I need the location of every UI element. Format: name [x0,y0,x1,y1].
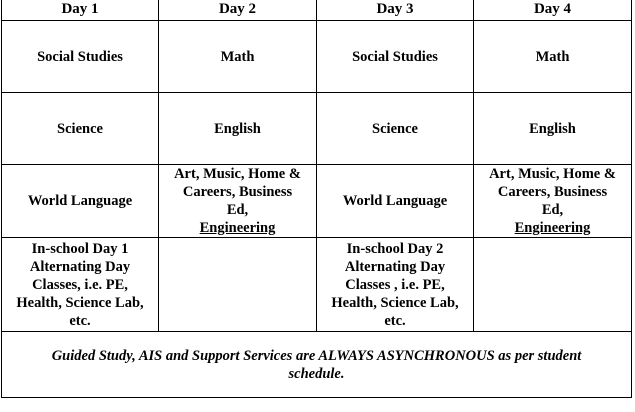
cell-line: Health, Science Lab, [331,294,459,311]
schedule-cell: English [474,93,632,165]
table-row [2,165,632,238]
cell-line: etc. [384,312,406,329]
cell-line: Alternating Day [344,258,446,275]
day-header: Day 2 [159,0,317,21]
cell-line: In-school Day 2 [346,240,444,257]
cell-line: Engineering [514,220,591,236]
schedule-table [1,0,632,398]
schedule-cell: Social Studies [2,21,159,93]
schedule-cell [2,238,159,332]
cell-line: Classes, i.e. PE, [32,276,128,293]
table-row [2,93,632,165]
cell-line: Careers, Business [182,184,293,200]
schedule-cell [159,165,317,238]
cell-line: Classes , i.e. PE, [345,276,445,293]
schedule-cell [317,238,474,332]
day-header: Day 1 [2,0,159,21]
schedule-cell: Math [474,21,632,93]
schedule-cell: Math [159,21,317,93]
cell-line: Art, Music, Home & [174,166,301,182]
table-row [2,21,632,93]
cell-line: Ed, [226,202,249,218]
schedule-cell: Science [317,93,474,165]
cell-line: Art, Music, Home & [489,166,616,182]
schedule-cell [474,165,632,238]
schedule-cell [159,238,317,332]
cell-line: etc. [69,312,91,329]
cell-line: Engineering [199,220,276,236]
schedule-cell: Social Studies [317,21,474,93]
schedule-cell: Science [2,93,159,165]
cell-line: Careers, Business [497,184,608,200]
schedule-cell: World Language [2,165,159,238]
schedule-cell: World Language [317,165,474,238]
footnote-line: Guided Study, AIS and Support Services are ALWAYS ASYNCHRONOUS as per student [51,347,582,364]
footnote-row [2,332,632,398]
cell-line: Health, Science Lab, [16,294,144,311]
cell-line: Alternating Day [29,258,131,275]
header-row [2,0,632,21]
cell-line: In-school Day 1 [31,240,129,257]
schedule-cell [474,238,632,332]
day-header: Day 3 [317,0,474,21]
footnote-line: schedule. [288,365,345,382]
cell-line: Ed, [541,202,564,218]
footnote [2,332,632,398]
table-row [2,238,632,332]
day-header: Day 4 [474,0,632,21]
schedule-cell: English [159,93,317,165]
